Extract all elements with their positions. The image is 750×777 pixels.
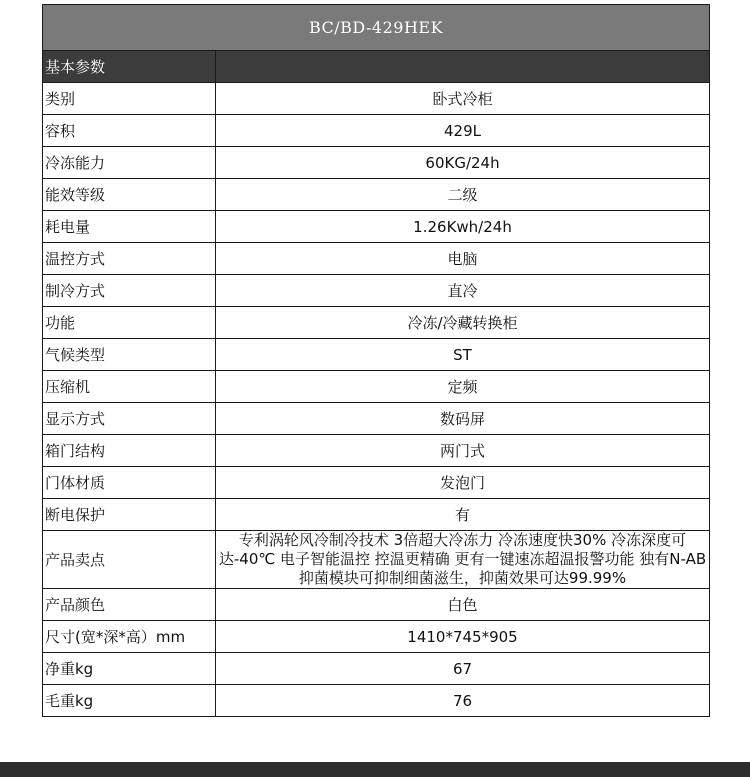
spec-value: 1410*745*905 (216, 621, 710, 653)
spec-label: 产品颜色 (43, 589, 216, 621)
spec-label: 能效等级 (43, 179, 216, 211)
spec-value: 67 (216, 653, 710, 685)
section-label: 基本参数 (43, 51, 216, 83)
spec-label: 毛重kg (43, 685, 216, 717)
spec-value: 电脑 (216, 243, 710, 275)
spec-row (43, 147, 710, 179)
spec-value: 两门式 (216, 435, 710, 467)
spec-value: 429L (216, 115, 710, 147)
spec-value: 专利涡轮风冷制冷技术 3倍超大冷冻力 冷冻速度快30% 冷冻深度可达-40℃ 电子智能温控 控温更精确 更有一键速冻超温报警功能 独有N-AB抑菌模块可抑制细菌滋生，抑菌效果可达99.99% (216, 531, 710, 589)
spec-value: 直冷 (216, 275, 710, 307)
spec-value: 有 (216, 499, 710, 531)
spec-value: ST (216, 339, 710, 371)
spec-value: 1.26Kwh/24h (216, 211, 710, 243)
spec-value: 二级 (216, 179, 710, 211)
spec-value: 冷冻/冷藏转换柜 (216, 307, 710, 339)
spec-row (43, 403, 710, 435)
spec-row (43, 685, 710, 717)
spec-label: 产品卖点 (43, 531, 216, 589)
spec-label: 功能 (43, 307, 216, 339)
spec-row (43, 621, 710, 653)
spec-label: 耗电量 (43, 211, 216, 243)
spec-row (43, 275, 710, 307)
title-row (43, 5, 710, 51)
spec-value: 卧式冷柜 (216, 83, 710, 115)
spec-row (43, 83, 710, 115)
spec-label: 箱门结构 (43, 435, 216, 467)
spec-row (43, 589, 710, 621)
spec-label: 门体材质 (43, 467, 216, 499)
spec-row (43, 653, 710, 685)
product-model-title: BC/BD-429HEK (43, 5, 710, 51)
spec-value: 数码屏 (216, 403, 710, 435)
spec-label: 断电保护 (43, 499, 216, 531)
spec-row (43, 115, 710, 147)
spec-value: 定频 (216, 371, 710, 403)
spec-row (43, 179, 710, 211)
spec-row (43, 307, 710, 339)
spec-row (43, 531, 710, 589)
spec-row (43, 435, 710, 467)
spec-value: 白色 (216, 589, 710, 621)
spec-label: 类别 (43, 83, 216, 115)
spec-row (43, 499, 710, 531)
spec-label: 容积 (43, 115, 216, 147)
section-header-row (43, 51, 710, 83)
spec-row (43, 243, 710, 275)
spec-row (43, 371, 710, 403)
spec-label: 冷冻能力 (43, 147, 216, 179)
section-empty-cell (216, 51, 710, 83)
spec-row (43, 211, 710, 243)
spec-label: 显示方式 (43, 403, 216, 435)
spec-value: 60KG/24h (216, 147, 710, 179)
spec-label: 温控方式 (43, 243, 216, 275)
spec-row (43, 339, 710, 371)
spec-table (42, 4, 710, 717)
spec-label: 制冷方式 (43, 275, 216, 307)
spec-label: 净重kg (43, 653, 216, 685)
spec-label: 气候类型 (43, 339, 216, 371)
spec-row (43, 467, 710, 499)
spec-label: 尺寸(宽*深*高）mm (43, 621, 216, 653)
spec-value: 发泡门 (216, 467, 710, 499)
spec-value: 76 (216, 685, 710, 717)
spec-label: 压缩机 (43, 371, 216, 403)
